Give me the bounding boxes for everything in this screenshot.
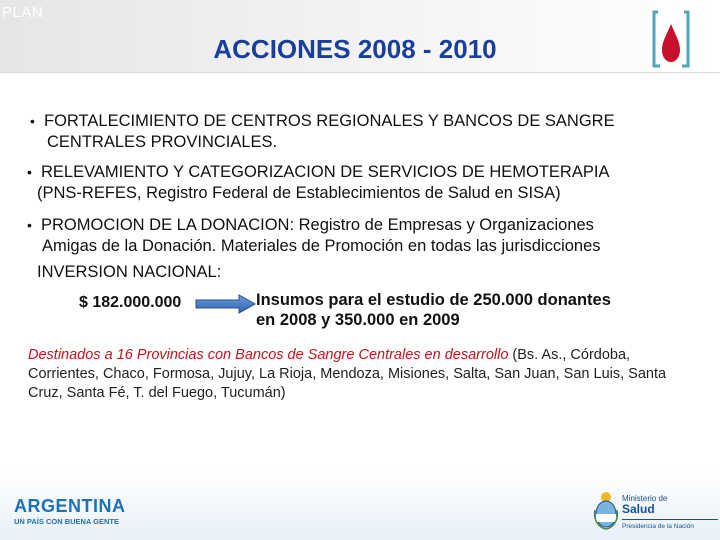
ministerio-salud: Salud [622,502,655,516]
bullet-dot: • [27,164,32,180]
bullet-line: (PNS-REFES, Registro Federal de Establecimientos de Salud en SISA) [37,184,561,202]
plan-label: PLAN [2,4,44,21]
bullet-line: PROMOCION DE LA DONACION: Registro de Empresas y Organizaciones [41,216,594,234]
bullet-item [27,162,609,204]
insumos-text [256,290,676,330]
header-band [0,0,720,73]
bullet-dot: • [27,217,32,233]
bullet-line: FORTALECIMIENTO DE CENTROS REGIONALES Y BANCOS DE SANGRE [44,112,615,130]
bullet-dot: • [30,113,35,129]
escudo-icon [593,490,619,530]
page-title: ACCIONES 2008 - 2010 [213,34,497,64]
bullet-item [27,215,601,257]
bullet-line: RELEVAMIENTO Y CATEGORIZACION DE SERVICIOS DE HEMOTERAPIA [41,163,610,181]
bullet-line: CENTRALES PROVINCIALES. [47,133,278,151]
destinados-paragraph [28,346,703,403]
inversion-label: INVERSION NACIONAL: [37,263,222,281]
insumos-line: Insumos para el estudio de 250.000 donantes [256,291,611,309]
destinados-provinces: (Bs. As., Córdoba, Corrientes, Chaco, Formosa, Jujuy, La Rioja, Mendoza, Misiones, Salta, San Juan, San Luis, Santa Cruz, Santa Fé, T. del Fuego, Tucumán) [28,347,667,401]
ministerio-line: Ministerio de [622,494,668,503]
destinados-highlight: Destinados a 16 Provincias con Bancos de Sangre Centrales en desarrollo [28,347,509,363]
arrow-right-icon [195,293,257,315]
argentina-logo-text: ARGENTINA [14,496,126,516]
bullet-item [30,111,615,153]
argentina-slogan: UN PAÍS CON BUENA GENTE [14,517,120,526]
blood-drop-logo-icon [648,6,694,72]
ministerio-logo [622,494,718,531]
insumos-line: en 2008 y 350.000 en 2009 [256,311,460,329]
presidencia-label: Presidencia de la Nación [622,519,718,531]
bullet-line: Amigas de la Donación. Materiales de Promoción en todas las jurisdicciones [42,237,601,255]
inversion-amount: $ 182.000.000 [79,294,182,311]
